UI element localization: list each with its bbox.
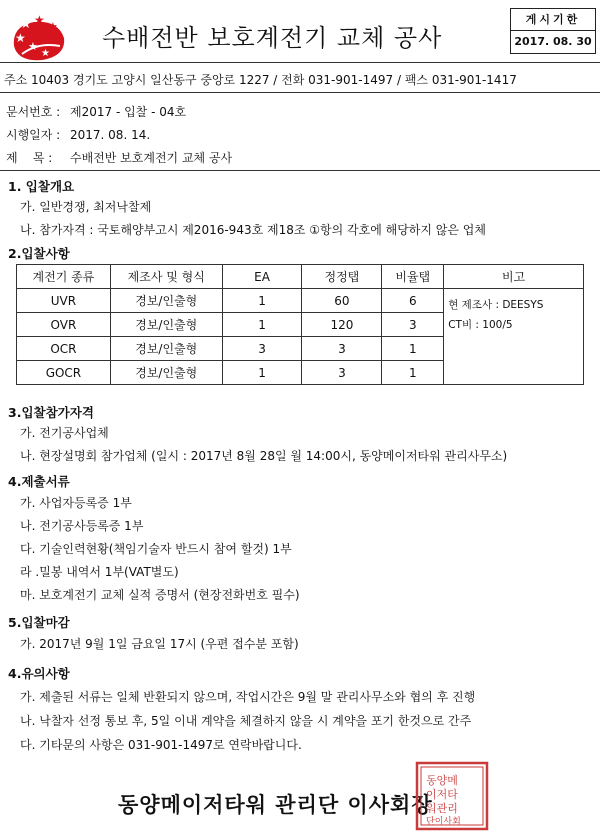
issue-date (6, 126, 150, 143)
svg-text:워관리: 워관리 (426, 802, 458, 815)
doc-number-value: 제2017 - 입찰 - 04호 (70, 105, 187, 119)
table-cell: 1 (222, 361, 302, 385)
svg-text:★: ★ (15, 31, 26, 45)
svg-text:단이사회: 단이사회 (426, 817, 461, 827)
table-header-row (17, 265, 584, 289)
section-eligibility-title: 3.입찰참가자격 (8, 405, 94, 420)
table-cell: 60 (302, 289, 382, 313)
issue-date-value: 2017. 08. 14. (70, 128, 151, 142)
svg-text:★: ★ (41, 48, 50, 59)
table-cell: 1 (222, 289, 302, 313)
col-header: 비율탭 (382, 265, 444, 289)
section-deadline-title: 5.입찰마감 (8, 615, 70, 630)
list-item: 가. 전기공사업체 (20, 426, 109, 440)
table-cell: GOCR (17, 361, 111, 385)
table-cell: 3 (222, 337, 302, 361)
deadline-date: 2017. 08. 30 (514, 35, 592, 48)
list-item: 가. 2017년 9월 1일 금요일 17시 (우편 접수분 포함) (20, 637, 299, 651)
list-item: 가. 제출된 서류는 일체 반환되지 않으며, 작업시간은 9월 말 관리사무소와 협의 후 진행 (20, 690, 476, 704)
section-notes-title: 4.유의사항 (8, 666, 70, 681)
table-cell: 경보/인출형 (110, 337, 222, 361)
remarks-manufacturer: 현 제조사 : DEESYS (448, 299, 544, 311)
table-cell: 3 (302, 361, 382, 385)
header-divider (0, 62, 600, 63)
table-cell: UVR (17, 289, 111, 313)
svg-text:★: ★ (48, 20, 58, 33)
col-header: 정정탭 (302, 265, 382, 289)
list-item: 나. 전기공사등록증 1부 (20, 519, 144, 533)
table-cell: 6 (382, 289, 444, 313)
list-item: 나. 낙찰자 선정 통보 후, 5일 이내 계약을 체결하지 않을 시 계약을 포기 한것으로 간주 (20, 714, 472, 728)
table-cell: 120 (302, 313, 382, 337)
list-item: 가. 일반경쟁, 최저낙찰제 (20, 200, 152, 214)
section-documents-title: 4.제출서류 (8, 474, 70, 489)
col-header: EA (222, 265, 302, 289)
svg-text:이저타: 이저타 (426, 788, 458, 801)
table-cell: 경보/인출형 (110, 313, 222, 337)
svg-text:★: ★ (28, 40, 38, 53)
table-cell: OVR (17, 313, 111, 337)
remarks-cell (444, 289, 584, 385)
table-cell: 경보/인출형 (110, 361, 222, 385)
subject-value: 수배전반 보호계전기 교체 공사 (70, 151, 233, 165)
remarks-ct-ratio: CT비 : 100/5 (448, 319, 513, 331)
col-header: 비고 (444, 265, 584, 289)
svg-text:★: ★ (34, 13, 45, 27)
table-cell: 경보/인출형 (110, 289, 222, 313)
list-item: 라 .밀봉 내역서 1부(VAT별도) (20, 565, 179, 579)
address-line: 주소 10403 경기도 고양시 일산동구 중앙로 1227 / 전화 031-901-1497 / 팩스 031-901-1417 (4, 73, 517, 87)
list-item: 나. 현장설명회 참가업체 (일시 : 2017년 8월 28일 월 14:00시, 동양메이저타워 관리사무소) (20, 449, 508, 463)
col-header: 계전기 종류 (17, 265, 111, 289)
list-item: 가. 사업자등록증 1부 (20, 496, 132, 510)
table-cell: 1 (382, 337, 444, 361)
list-item: 다. 기술인력현황(책임기술자 반드시 참여 할것) 1부 (20, 542, 292, 556)
subject-label: 제 목 : (6, 151, 53, 165)
table-cell: 1 (222, 313, 302, 337)
table-cell: 3 (382, 313, 444, 337)
address-divider (0, 92, 600, 93)
list-item: 나. 참가자격 : 국토해양부고시 제2016-943호 제18조 ①항의 각호에 해당하지 않은 업체 (20, 223, 486, 237)
doc-number (6, 103, 186, 120)
table-cell: 1 (382, 361, 444, 385)
svg-text:★: ★ (20, 17, 32, 32)
doc-number-label: 문서번호 : (6, 105, 61, 119)
section-overview-title: 1. 입찰개요 (8, 179, 75, 194)
list-item: 다. 기타문의 사항은 031-901-1497로 연락바랍니다. (20, 738, 302, 752)
deadline-label: 게시기한 (511, 9, 595, 31)
section-bid-items-title: 2.입찰사항 (8, 246, 70, 261)
subject (6, 149, 232, 166)
table-cell: 3 (302, 337, 382, 361)
table-row (17, 289, 584, 313)
issue-date-label: 시행일자 : (6, 128, 61, 142)
list-item: 마. 보호계전기 교체 실적 증명서 (현장전화번호 필수) (20, 588, 300, 602)
col-header: 제조사 및 형식 (110, 265, 222, 289)
issuer-signature: 동양메이저타워 관리단 이사회장 (118, 793, 433, 817)
table-cell: OCR (17, 337, 111, 361)
relay-table (16, 264, 584, 385)
official-seal-stamp (414, 760, 490, 832)
deadline-box (510, 8, 596, 54)
svg-text:동양메: 동양메 (426, 774, 458, 787)
document-title: 수배전반 보호계전기 교체 공사 (102, 24, 443, 52)
meta-divider (0, 170, 600, 171)
organization-logo (8, 12, 70, 62)
